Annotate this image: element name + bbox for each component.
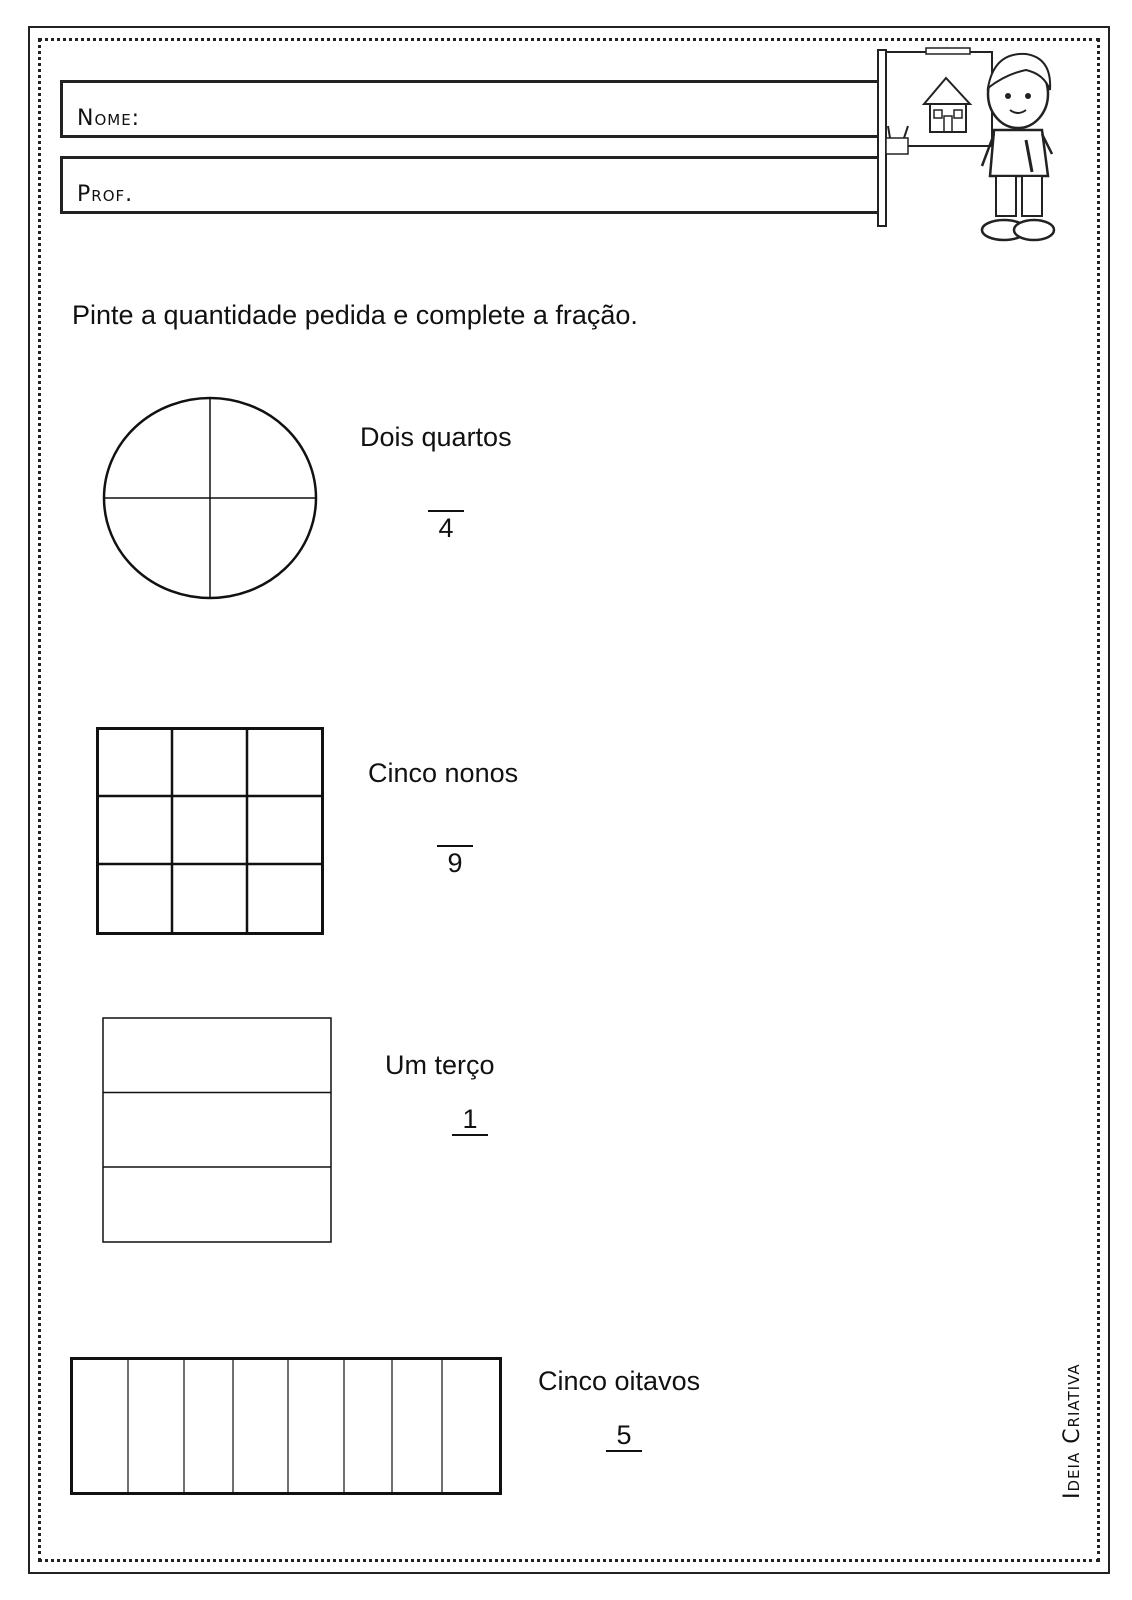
exercise-2-numerator[interactable]	[437, 815, 473, 845]
exercise-2-label: Cinco nonos	[368, 758, 519, 788]
exercise-3-numerator: 1	[462, 1104, 478, 1134]
boy-at-easel-icon	[876, 44, 1066, 249]
exercise-4-fraction[interactable]	[606, 1420, 642, 1482]
exercise-4-numerator: 5	[616, 1420, 632, 1450]
instruction-text: Pinte a quantidade pedida e complete a fração.	[72, 300, 638, 330]
name-field[interactable]	[60, 80, 882, 138]
exercise-2-fraction[interactable]	[437, 815, 473, 877]
rows-three-figure[interactable]	[102, 1017, 332, 1243]
circle-quarters-figure[interactable]	[102, 396, 318, 600]
exercise-1-numerator[interactable]	[428, 480, 464, 510]
exercise-1-fraction[interactable]	[428, 480, 464, 542]
exercise-2-denominator: 9	[447, 848, 463, 878]
exercise-3-label: Um terço	[385, 1050, 495, 1080]
grid-nine-figure[interactable]	[96, 727, 324, 935]
columns-eight-figure[interactable]	[70, 1357, 502, 1495]
prof-label: Prof.	[77, 182, 134, 207]
prof-field[interactable]	[60, 156, 882, 214]
exercise-1-denominator: 4	[438, 513, 454, 543]
exercise-3-denominator[interactable]	[452, 1136, 488, 1166]
exercise-3-fraction[interactable]	[452, 1104, 488, 1166]
exercise-1-label: Dois quartos	[360, 422, 512, 452]
exercise-4-denominator[interactable]	[606, 1452, 642, 1482]
watermark-text: Ideia Criativa	[1060, 1293, 1085, 1505]
name-label: Nome:	[77, 106, 141, 131]
exercise-4-label: Cinco oitavos	[538, 1366, 701, 1396]
